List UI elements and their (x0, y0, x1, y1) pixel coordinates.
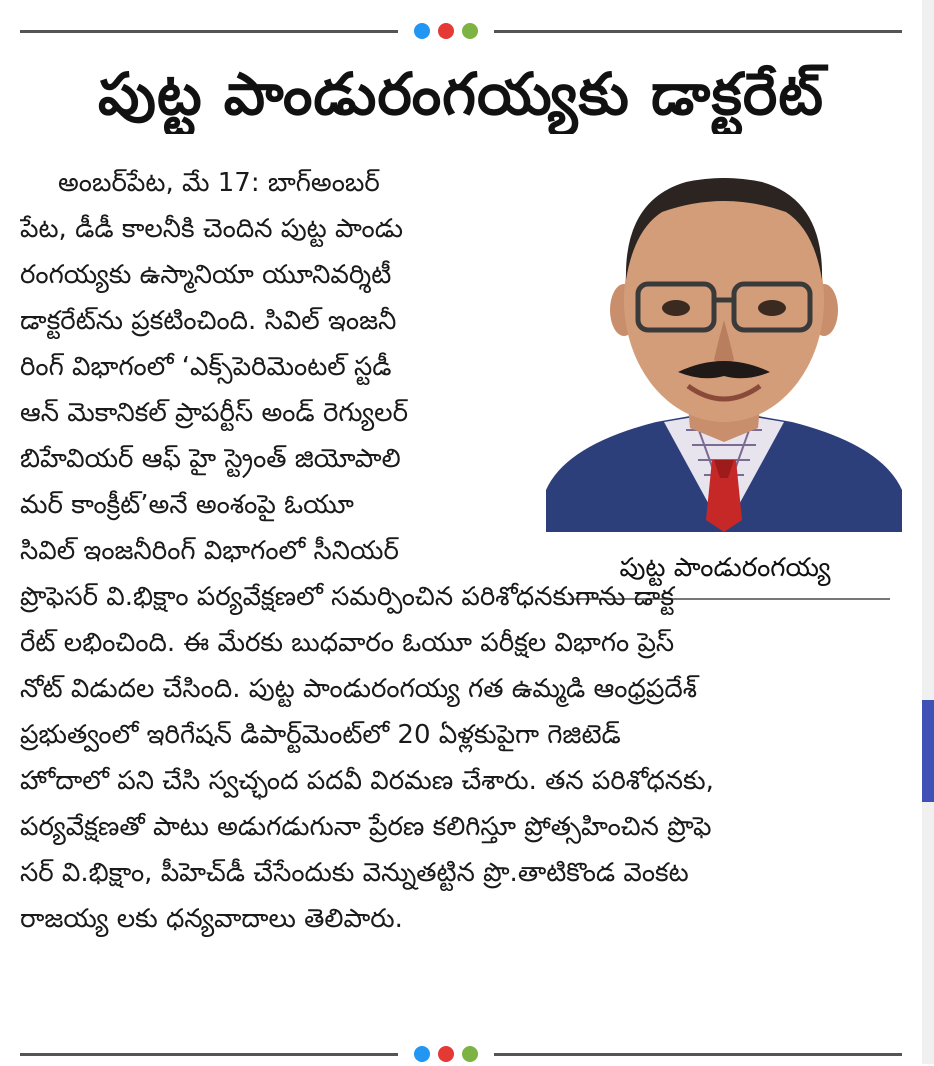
green-dot-icon (462, 23, 478, 39)
article-line: నోట్ విడుదల చేసింది. పుట్ట పాండురంగయ్య గత ఉమ్మడి ఆంధ్రప్రదేశ్ (20, 674, 697, 704)
article-line: పేట, డీడీ కాలనీకి చెందిన పుట్ట పాండు (20, 214, 403, 244)
photo-caption: పుట్ట పాండురంగయ్య (619, 553, 831, 583)
blue-dot-icon (414, 1046, 430, 1062)
edge-accent-bar (922, 700, 934, 802)
article-line: రేట్ లభించింది. ఈ మేరకు బుధవారం ఓయూ పరీక్షల విభాగం ప్రెస్ (20, 628, 675, 658)
article-line: రాజయ్య లకు ధన్యవాదాలు తెలిపారు. (20, 904, 403, 934)
bottom-dot-ornament (398, 1042, 494, 1066)
article-line: రింగ్ విభాగంలో ‘ఎక్స్‌పెరిమెంటల్ స్టడీ (20, 352, 392, 382)
article-line: బిహేవియర్ ఆఫ్ హై స్ట్రెంత్ జియోపాలి (20, 444, 401, 474)
portrait-illustration (546, 160, 902, 532)
headline: పుట్ట పాండురంగయ్యకు డాక్టరేట్ (97, 60, 825, 128)
green-dot-icon (462, 1046, 478, 1062)
article-line: ప్రొఫెసర్ వి.భిక్షాం పర్యవేక్షణలో సమర్పించిన పరిశోధనకుగాను డాక్ట (20, 582, 675, 612)
article-line: రంగయ్యకు ఉస్మానియా యూనివర్శిటీ (20, 260, 392, 290)
top-dot-ornament (398, 19, 494, 43)
article-line: సర్ వి.భిక్షాం, పీహెచ్‌డీ చేసేందుకు వెన్నుతట్టిన ప్రొ.తాటికొండ వెంకట (20, 858, 689, 888)
red-dot-icon (438, 1046, 454, 1062)
page-edge-strip (922, 0, 934, 1064)
article-line: హోదాలో పని చేసి స్వచ్ఛంద పదవీ విరమణ చేశారు. తన పరిశోధనకు, (20, 766, 714, 796)
blue-dot-icon (414, 23, 430, 39)
article-line: ఆన్ మెకానికల్ ప్రాపర్టీస్ అండ్ రెగ్యులర్ (20, 398, 408, 428)
red-dot-icon (438, 23, 454, 39)
article-line: పర్యవేక్షణతో పాటు అడుగడుగునా ప్రేరణ కలిగిస్తూ ప్రోత్సహించిన ప్రొఫె (20, 812, 712, 842)
article-line: డాక్టరేట్‌ను ప్రకటించింది. సివిల్ ఇంజనీ (20, 306, 397, 336)
article-line: సివిల్ ఇంజనీరింగ్ విభాగంలో సీనియర్ (20, 536, 399, 566)
article-line: ప్రభుత్వంలో ఇరిగేషన్ డిపార్ట్‌మెంట్‌లో 20 ఏళ్లకుపైగా గెజిటెడ్ (20, 720, 621, 750)
article-line: మర్ కాంక్రీట్’అనే అంశంపై ఓయూ (20, 490, 354, 520)
portrait-photo (546, 160, 902, 532)
article-line: అంబర్‌పేట, మే 17: బాగ్‌అంబర్ (58, 168, 380, 198)
